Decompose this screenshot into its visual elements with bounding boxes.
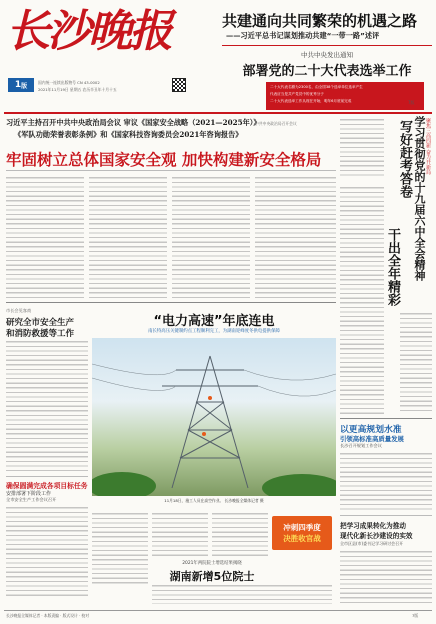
lead-deck-2: 《军队功勋荣誉表彰条例》和《国家科技咨询委员会2021年咨询报告》 <box>14 130 243 139</box>
badge-line-2: 决胜收官战 <box>283 534 321 543</box>
left2-title: 确保圆满完成各项目标任务 <box>6 482 88 490</box>
section-divider <box>6 302 336 303</box>
right-vertical-sub2: 干出全年精彩 <box>385 228 400 306</box>
notice-line: 二十大代表选举工作从现在开始，明年6月底前完成 <box>270 99 352 103</box>
lead-deck-1: 习近平主持召开中共中央政治局会议 审议《国家安全战略（2021—2025年）》 <box>6 118 261 127</box>
lead-body-col2 <box>89 176 167 298</box>
plan-kicker: 长沙召开规划工作会议 <box>340 443 382 448</box>
badge-line-1: 冲刺四季度 <box>283 523 321 532</box>
academician-kicker: 2021年两院院士增选结果揭晓 <box>182 561 242 566</box>
footer-page-ref: 7版 <box>412 613 419 618</box>
edition-number: 1 <box>14 80 22 90</box>
left-title-2: 和消防救援等工作 <box>6 329 75 339</box>
transmission-tower-illustration <box>92 338 336 496</box>
notice-kicker: 中共中央发出通知 <box>301 51 353 59</box>
right-vertical-headline: 学习贯彻党的十九届六中全会精神 <box>413 116 426 281</box>
campaign-badge <box>272 516 332 550</box>
feature-story <box>92 308 336 508</box>
masthead-info-1: 国内统一连续出版物号 CN 43-0002 <box>38 80 100 85</box>
notice-page-ref: 7版 <box>408 100 415 105</box>
feature-photo <box>92 338 336 496</box>
left-column <box>6 308 88 598</box>
lead-body-col1 <box>6 176 84 298</box>
center-body-2 <box>152 512 208 556</box>
edition-label: 版 <box>21 82 28 90</box>
left-body-2 <box>6 506 88 598</box>
right-vertical-sub1: 写好赶考答卷 <box>397 120 412 198</box>
study-sub: 全市区县(市)委书记学习研讨会召开 <box>340 541 404 546</box>
notice-title: 部署党的二十大代表选举工作 <box>242 64 412 79</box>
right-lower-divider-2 <box>340 515 432 516</box>
masthead-info-2: 2021年11月19日 星期五 农历辛丑年十月十五 <box>38 87 117 92</box>
left-divider <box>6 476 88 477</box>
feature-subtitle: 南长特高压关键制约点工程顺利完工，为湖南迎峰度冬供电提供保障 <box>148 329 280 334</box>
academician-body <box>152 584 332 604</box>
left2-sub1: 安排部署下阶段工作 <box>6 491 52 497</box>
masthead-rule <box>4 112 432 114</box>
left-kicker: 市长会见客商 <box>6 308 32 313</box>
banner-subtitle: ——习近平总书记谋划推动共建“一带一路”述评 <box>226 31 380 40</box>
right-lower-divider <box>340 418 432 419</box>
right-column <box>340 116 432 416</box>
masthead <box>0 0 436 110</box>
plan-body <box>340 452 432 512</box>
left-title-1: 研究全市安全生产 <box>6 318 75 328</box>
lead-right-kicker: 中共中央政治局召开会议 <box>255 121 297 126</box>
feature-title: “电力高速”年底连电 <box>153 314 275 329</box>
study-title-2: 现代化新长沙建设的实效 <box>340 532 413 540</box>
lead-headline: 牢固树立总体国家安全观 加快构建新安全格局 <box>6 151 322 169</box>
notice-box <box>266 82 424 110</box>
lead-divider <box>6 170 336 171</box>
right-body-mid <box>340 186 384 414</box>
study-title-1: 把学习成果转化为推动 <box>340 522 406 530</box>
study-body <box>340 550 432 604</box>
lead-body-col3 <box>172 176 250 298</box>
left2-sub2: 全市安全生产工作会议召开 <box>6 497 57 502</box>
footer-text: 长沙晚报全媒体记者 · 本版责编 · 版式设计 · 校对 <box>6 613 90 618</box>
right-vertical-overline: 聚焦三高四新 奋力开新局 <box>425 118 431 175</box>
notice-line: 代表应当是共产党员中的优秀分子 <box>270 92 324 96</box>
photo-credit: 长沙晚报全媒体记者 摄 <box>224 498 264 503</box>
footer-rule <box>4 610 432 611</box>
edition-badge <box>8 78 34 92</box>
academician-headline: 湖南新增5位院士 <box>169 570 255 583</box>
left-body-1 <box>6 340 88 474</box>
newspaper-logo: 长沙晚报 <box>6 6 170 57</box>
center-body-3 <box>212 512 268 556</box>
banner-title: 共建通向共同繁荣的机遇之路 <box>222 12 418 30</box>
plan-subtitle: 引领高标准高质量发展 <box>340 435 404 443</box>
right-body-top <box>340 118 384 178</box>
caption-text: 11月18日，施工人员在高空作业。 <box>164 498 224 503</box>
lead-body-col4 <box>255 176 336 298</box>
qr-code <box>172 78 186 92</box>
right-body-bottom <box>400 312 432 412</box>
plan-title: 以更高规划水准 <box>340 425 402 435</box>
notice-line: 二十大代表名额为2300名，由全国38个选举单位选举产生 <box>270 85 363 89</box>
banner-divider <box>222 45 432 46</box>
center-body-1 <box>92 512 148 584</box>
feature-caption <box>92 498 336 504</box>
